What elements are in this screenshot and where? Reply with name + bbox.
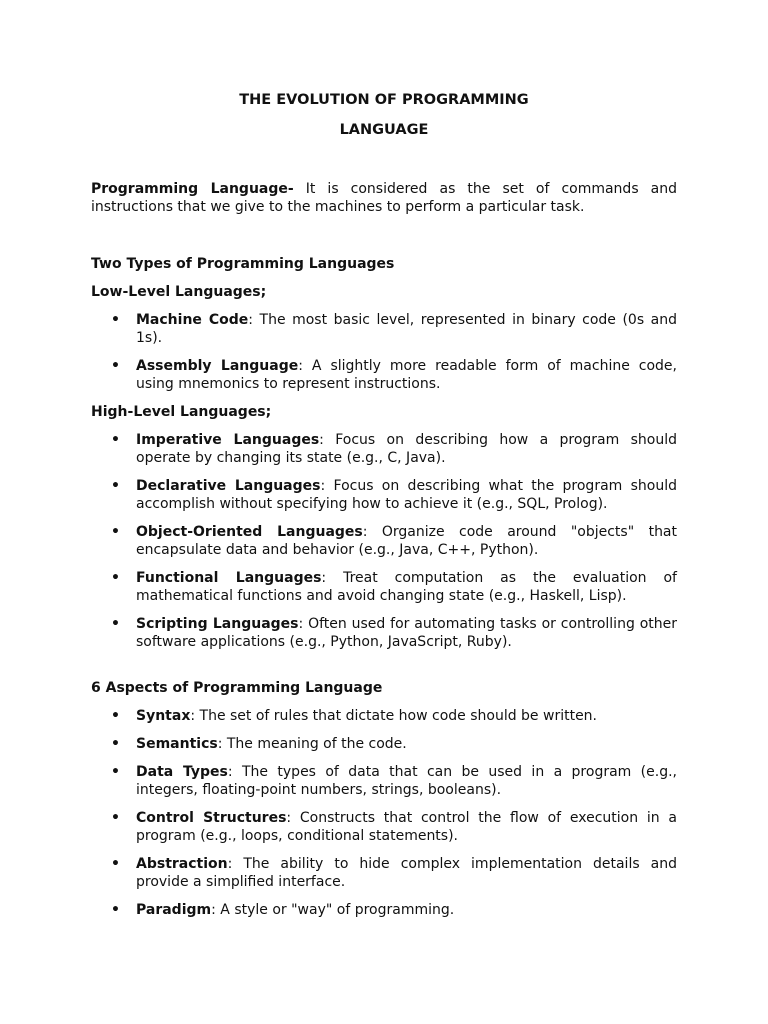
bullet-icon: • xyxy=(111,478,120,494)
definition-term: Programming Language- xyxy=(91,181,294,197)
list-item xyxy=(91,523,677,559)
list-item xyxy=(91,357,677,393)
item-term: Imperative Languages xyxy=(136,432,320,448)
bullet-icon: • xyxy=(111,810,120,826)
list-item xyxy=(91,615,677,651)
item-term: Semantics xyxy=(136,736,218,752)
bullet-icon: • xyxy=(111,432,120,448)
list-item xyxy=(91,477,677,513)
bullet-icon: • xyxy=(111,358,120,374)
item-text: : Focus on describing what the program should accomplish without specifying how to achieve it (e.g., SQL, Prolog). xyxy=(136,478,677,512)
item-term: Control Structures xyxy=(136,810,287,826)
list-item xyxy=(91,855,677,891)
list-item xyxy=(91,735,677,753)
list-item xyxy=(91,809,677,845)
bullet-icon: • xyxy=(111,856,120,872)
aspects-list xyxy=(91,707,677,919)
item-text: : Organize code around "objects" that encapsulate data and behavior (e.g., Java, C++, Python). xyxy=(136,524,678,558)
list-item xyxy=(91,763,677,799)
item-text: : The set of rules that dictate how code should be written. xyxy=(190,708,598,724)
document-body xyxy=(91,90,677,919)
bullet-icon: • xyxy=(111,902,120,918)
bullet-icon: • xyxy=(111,708,120,724)
item-term: Object-Oriented Languages xyxy=(136,524,363,540)
high-level-list xyxy=(91,431,677,651)
item-text: : The types of data that can be used in a program (e.g., integers, floating-point numbers, strings, booleans). xyxy=(136,764,677,798)
page-title-line-1: THE EVOLUTION OF PROGRAMMING xyxy=(239,92,529,108)
list-item xyxy=(91,311,677,347)
page-title-line-2: LANGUAGE xyxy=(339,122,429,138)
bullet-icon: • xyxy=(111,764,120,780)
bullet-icon: • xyxy=(111,736,120,752)
item-term: Assembly Language xyxy=(136,358,299,374)
item-text: : Constructs that control the flow of execution in a program (e.g., loops, conditional statements). xyxy=(136,810,677,844)
item-text: : Often used for automating tasks or controlling other software applications (e.g., Python, JavaScript, Ruby). xyxy=(136,616,677,650)
low-level-heading: Low-Level Languages; xyxy=(91,284,267,300)
item-term: Functional Languages xyxy=(136,570,322,586)
types-heading: Two Types of Programming Languages xyxy=(91,256,395,272)
bullet-icon: • xyxy=(111,524,120,540)
item-text: : Focus on describing how a program should operate by changing its state (e.g., C, Java). xyxy=(136,432,677,466)
high-level-heading: High-Level Languages; xyxy=(91,404,272,420)
definition-text: It is considered as the set of commands and instructions that we give to the machines to perform a particular task. xyxy=(91,181,678,215)
low-level-list xyxy=(91,311,677,393)
item-text: : The meaning of the code. xyxy=(217,736,407,752)
list-item xyxy=(91,707,677,725)
list-item xyxy=(91,569,677,605)
bullet-icon: • xyxy=(111,616,120,632)
item-text: : The ability to hide complex implementation details and provide a simplified interface. xyxy=(136,856,677,890)
aspects-heading: 6 Aspects of Programming Language xyxy=(91,680,383,696)
bullet-icon: • xyxy=(111,570,120,586)
bullet-icon: • xyxy=(111,312,120,328)
list-item xyxy=(91,901,677,919)
item-text: : The most basic level, represented in binary code (0s and 1s). xyxy=(136,312,677,346)
item-term: Machine Code xyxy=(136,312,249,328)
list-item xyxy=(91,431,677,467)
item-text: : Treat computation as the evaluation of mathematical functions and avoid changing state (e.g., Haskell, Lisp). xyxy=(136,570,677,604)
item-term: Paradigm xyxy=(136,902,212,918)
item-term: Syntax xyxy=(136,708,191,724)
item-term: Scripting Languages xyxy=(136,616,299,632)
item-text: : A slightly more readable form of machine code, using mnemonics to represent instructions. xyxy=(136,358,677,392)
item-term: Abstraction xyxy=(136,856,228,872)
item-term: Declarative Languages xyxy=(136,478,321,494)
item-text: : A style or "way" of programming. xyxy=(211,902,455,918)
definition-paragraph xyxy=(91,180,677,216)
item-term: Data Types xyxy=(136,764,228,780)
